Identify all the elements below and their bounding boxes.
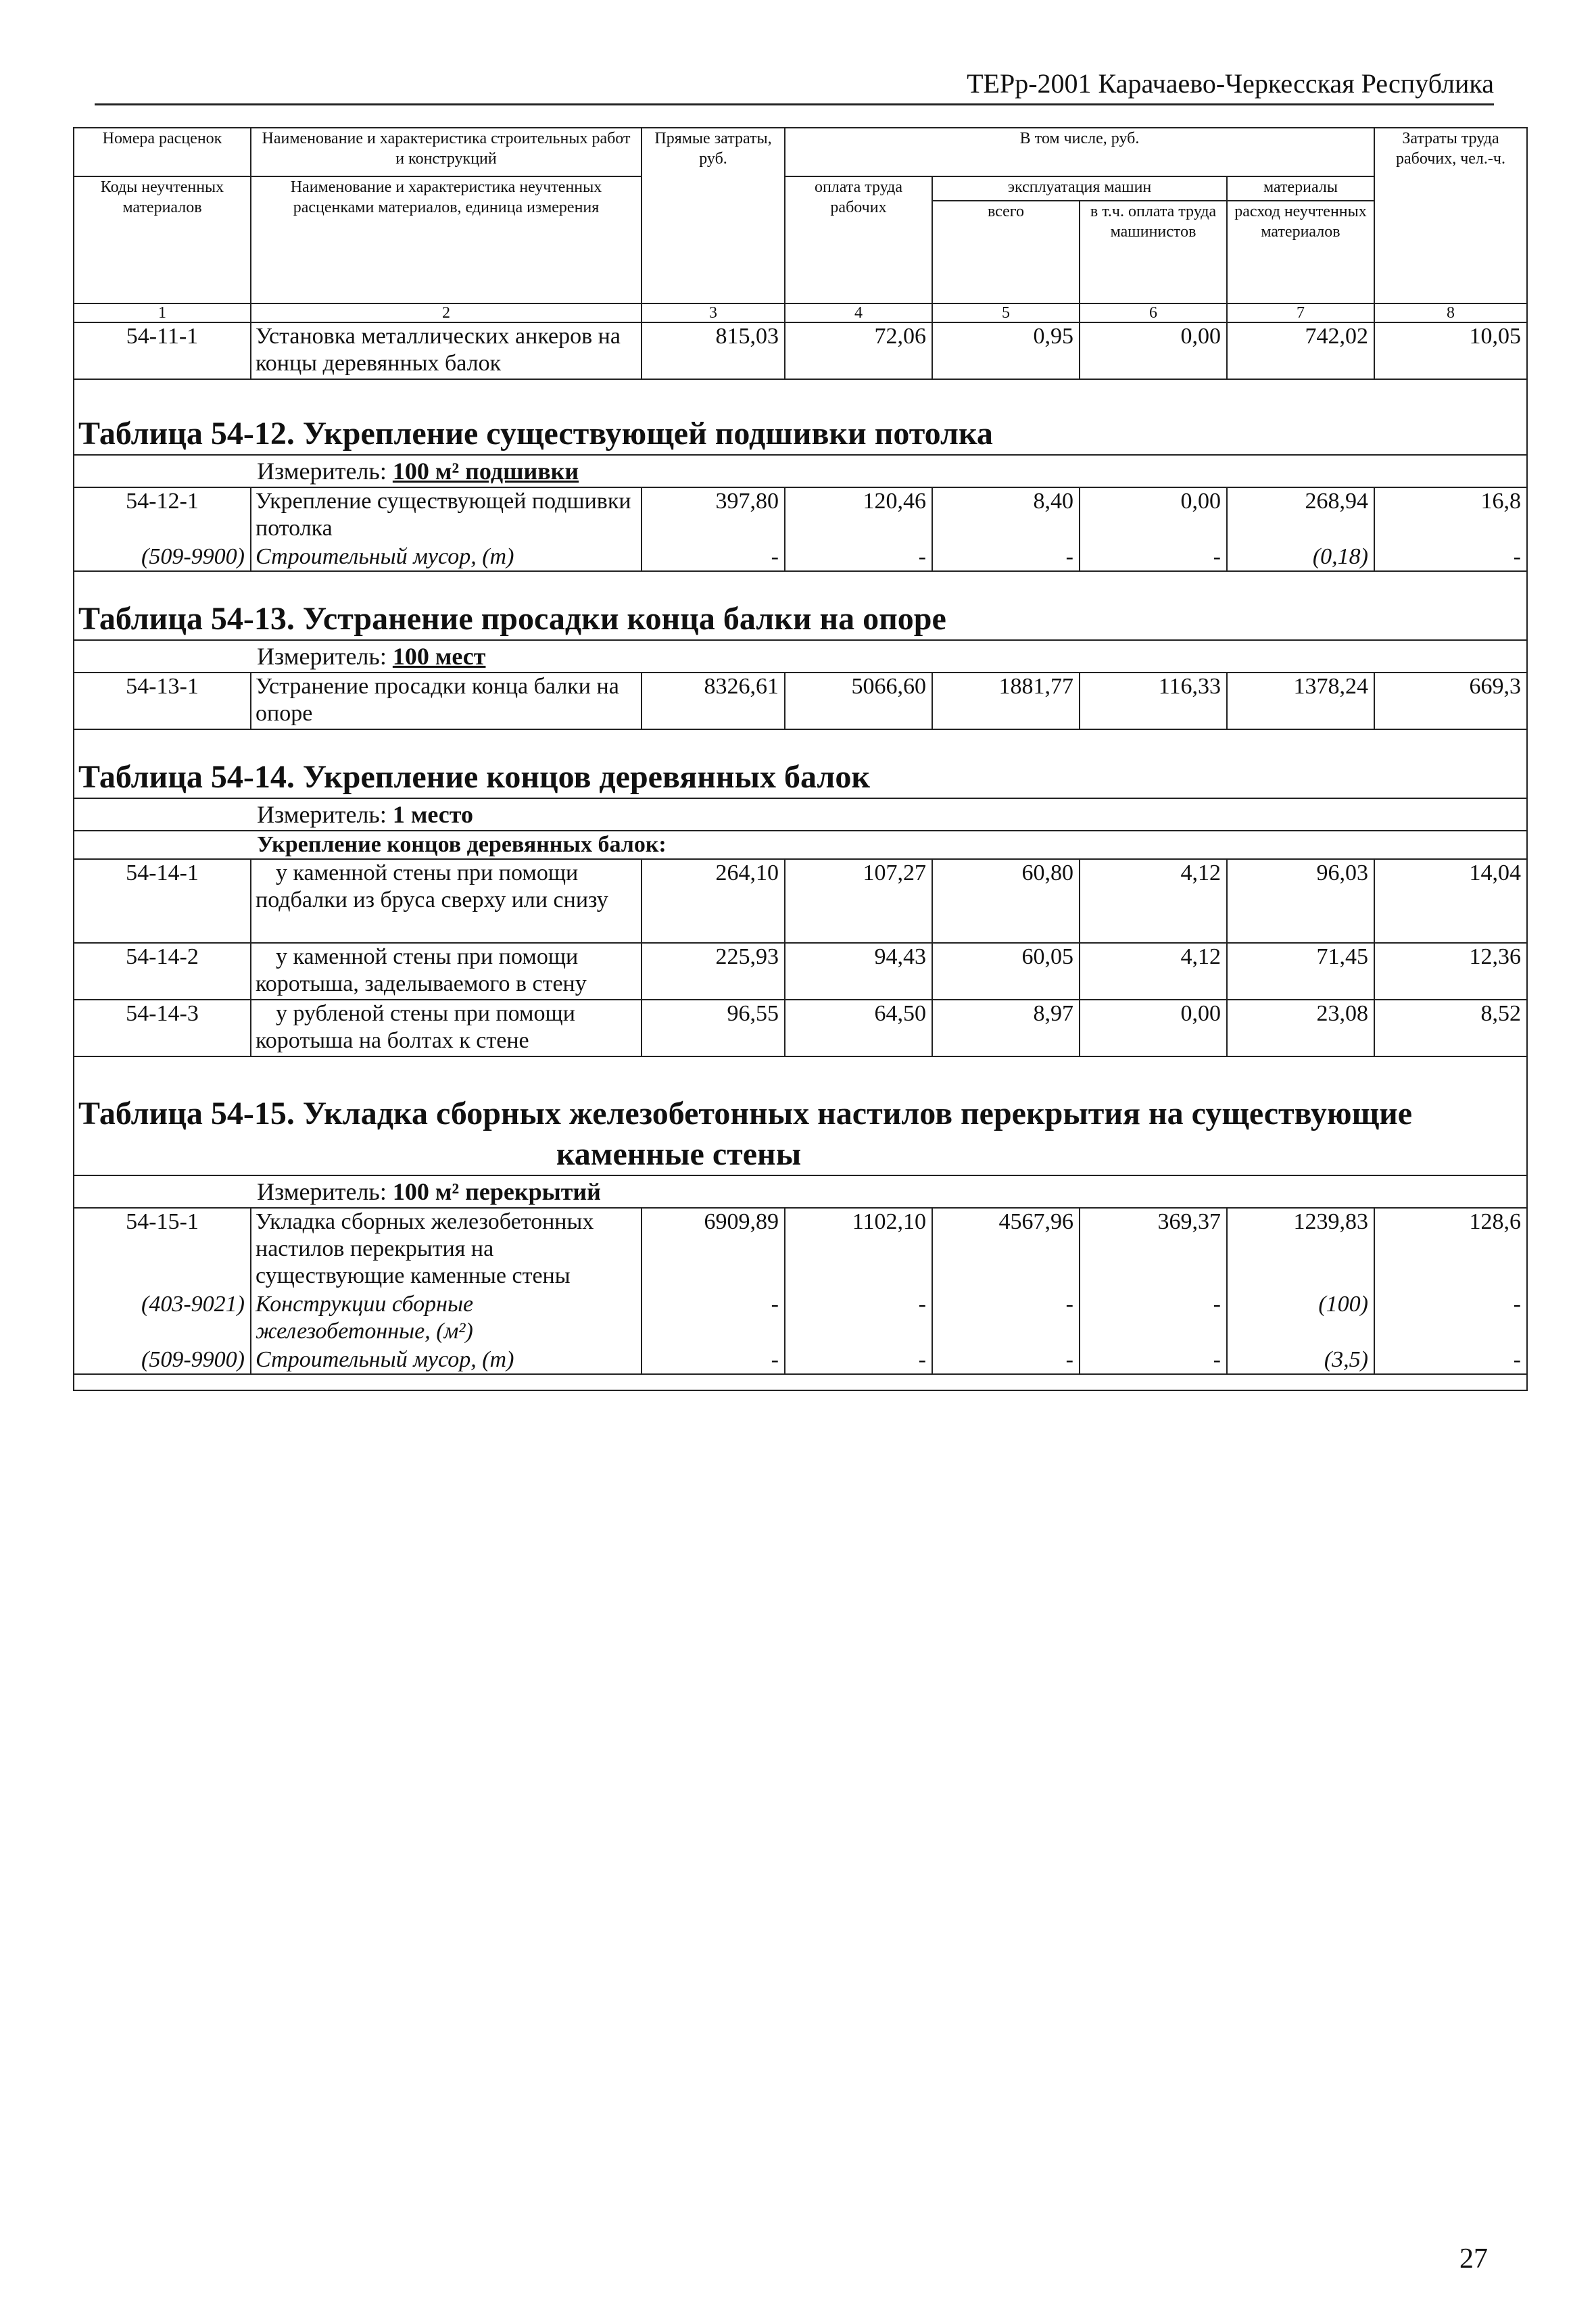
section-title: Таблица 54-14. Укрепление концов деревянных балок <box>74 729 1527 798</box>
row-name: у каменной стены при помощи подбалки из бруса сверху или снизу <box>251 859 642 943</box>
header-row-2 <box>74 176 1527 201</box>
col-nomera-header: Номера расценок <box>74 128 251 176</box>
meter-value: 100 м² перекрытий <box>392 1178 601 1205</box>
row-value: 64,50 <box>785 1000 932 1056</box>
row-value: 5066,60 <box>785 673 932 729</box>
row-value: 96,55 <box>642 1000 785 1056</box>
row-value: - <box>785 543 932 571</box>
row-value: 264,10 <box>642 859 785 943</box>
row-value: 1378,24 <box>1227 673 1374 729</box>
meter-value: 1 место <box>392 801 473 828</box>
col-vtch-header: в т.ч. оплата труда машинистов <box>1080 201 1227 303</box>
row-value: 60,05 <box>932 943 1080 1000</box>
row-name: у каменной стены при помощи коротыша, заделываемого в стену <box>251 943 642 1000</box>
row-value: - <box>1374 1291 1527 1346</box>
section-title-54-14 <box>74 729 1527 798</box>
row-value: 369,37 <box>1080 1208 1227 1291</box>
meter-label: Измеритель: <box>257 1178 387 1205</box>
row-name: Строительный мусор, (т) <box>251 543 642 571</box>
row-value: 669,3 <box>1374 673 1527 729</box>
col-oplata-header: оплата труда рабочих <box>785 176 932 303</box>
table-row <box>74 1000 1527 1056</box>
table-row <box>74 859 1527 943</box>
section-title: Таблица 54-13. Устранение просадки конца балки на опоре <box>74 571 1527 640</box>
row-value: - <box>1374 543 1527 571</box>
col-zatraty-header: Затраты труда рабочих, чел.-ч. <box>1374 128 1527 303</box>
row-value: 268,94 <box>1227 487 1374 543</box>
row-name: Укрепление существующей подшивки потолка <box>251 487 642 543</box>
col-number: 7 <box>1227 303 1374 322</box>
table-row <box>74 543 1527 571</box>
section-title <box>74 1056 1527 1175</box>
section-title-54-15 <box>74 1056 1527 1175</box>
row-value: 1239,83 <box>1227 1208 1374 1291</box>
section-title: Таблица 54-12. Укрепление существующей подшивки потолка <box>74 379 1527 455</box>
row-value: 8,40 <box>932 487 1080 543</box>
row-code: (509-9900) <box>74 543 251 571</box>
row-value: 116,33 <box>1080 673 1227 729</box>
table-row <box>74 943 1527 1000</box>
row-value: 4,12 <box>1080 943 1227 1000</box>
col-number: 1 <box>74 303 251 322</box>
meter-row-54-15 <box>74 1175 1527 1208</box>
col-number: 2 <box>251 303 642 322</box>
meter-text <box>74 1175 1527 1208</box>
row-value: 1102,10 <box>785 1208 932 1291</box>
row-value: 120,46 <box>785 487 932 543</box>
row-value: 815,03 <box>642 322 785 379</box>
row-code: 54-11-1 <box>74 322 251 379</box>
row-name: Установка металлических анкеров на концы деревянных балок <box>251 322 642 379</box>
row-value: 225,93 <box>642 943 785 1000</box>
header-row-1 <box>74 128 1527 176</box>
row-value: 128,6 <box>1374 1208 1527 1291</box>
meter-label: Измеритель: <box>257 458 387 485</box>
row-value: - <box>1374 1346 1527 1374</box>
meter-text <box>74 798 1527 831</box>
table-tail-cell <box>74 1374 1527 1390</box>
table-tail <box>74 1374 1527 1390</box>
column-numbers-row <box>74 303 1527 322</box>
col-number: 4 <box>785 303 932 322</box>
row-value: - <box>932 543 1080 571</box>
col-kody-header: Коды неучтенных материалов <box>74 176 251 303</box>
row-value: 72,06 <box>785 322 932 379</box>
row-code: 54-12-1 <box>74 487 251 543</box>
subhead: Укрепление концов деревянных балок: <box>74 831 1527 859</box>
row-name: у рубленой стены при помощи коротыша на болтах к стене <box>251 1000 642 1056</box>
table-row <box>74 1346 1527 1374</box>
table-row <box>74 322 1527 379</box>
meter-row-54-13 <box>74 640 1527 673</box>
running-header: ТЕРр-2001 Карачаево-Черкесская Республика <box>95 68 1494 105</box>
table-row <box>74 1208 1527 1291</box>
row-value: (0,18) <box>1227 543 1374 571</box>
col-number: 8 <box>1374 303 1527 322</box>
row-value: 6909,89 <box>642 1208 785 1291</box>
meter-label: Измеритель: <box>257 801 387 828</box>
row-value: - <box>642 543 785 571</box>
row-value: 0,00 <box>1080 1000 1227 1056</box>
row-value: 8,52 <box>1374 1000 1527 1056</box>
row-value: 8326,61 <box>642 673 785 729</box>
row-value: - <box>932 1291 1080 1346</box>
section-title-line1: Таблица 54-15. Укладка сборных железобетонных настилов перекрытия на существующие <box>78 1096 1413 1131</box>
row-value: 4567,96 <box>932 1208 1080 1291</box>
row-value: - <box>1080 1346 1227 1374</box>
meter-row-54-14 <box>74 798 1527 831</box>
col-number: 3 <box>642 303 785 322</box>
row-value: - <box>785 1291 932 1346</box>
col-number: 6 <box>1080 303 1227 322</box>
row-code: 54-14-3 <box>74 1000 251 1056</box>
row-value: 23,08 <box>1227 1000 1374 1056</box>
row-code: (509-9900) <box>74 1346 251 1374</box>
page-number: 27 <box>1459 2243 1488 2274</box>
row-code: 54-15-1 <box>74 1208 251 1291</box>
meter-label: Измеритель: <box>257 643 387 670</box>
row-value: - <box>642 1346 785 1374</box>
col-naim2-header: Наименование и характеристика неучтенных расценками материалов, единица измерения <box>251 176 642 303</box>
table-row <box>74 673 1527 729</box>
row-value: 10,05 <box>1374 322 1527 379</box>
col-pryamye-header: Прямые затраты, руб. <box>642 128 785 303</box>
row-value: 397,80 <box>642 487 785 543</box>
row-value: 0,00 <box>1080 322 1227 379</box>
row-value: - <box>785 1346 932 1374</box>
col-vtom-header: В том числе, руб. <box>785 128 1374 176</box>
row-value: 60,80 <box>932 859 1080 943</box>
section-title-54-13 <box>74 571 1527 640</box>
row-value: - <box>932 1346 1080 1374</box>
row-value: - <box>1080 1291 1227 1346</box>
col-rashod-header: расход неучтенных материалов <box>1227 201 1374 303</box>
row-value: 107,27 <box>785 859 932 943</box>
row-value: 16,8 <box>1374 487 1527 543</box>
row-value: 14,04 <box>1374 859 1527 943</box>
subhead-row-54-14 <box>74 831 1527 859</box>
row-value: 742,02 <box>1227 322 1374 379</box>
table-row <box>74 1291 1527 1346</box>
col-naim-header: Наименование и характеристика строительных работ и конструкций <box>251 128 642 176</box>
meter-value: 100 мест <box>392 643 486 670</box>
row-name: Конструкции сборные железобетонные, (м²) <box>251 1291 642 1346</box>
row-code: 54-14-1 <box>74 859 251 943</box>
row-name: Строительный мусор, (т) <box>251 1346 642 1374</box>
row-value: (3,5) <box>1227 1346 1374 1374</box>
row-value: 0,95 <box>932 322 1080 379</box>
row-value: 1881,77 <box>932 673 1080 729</box>
section-title-54-12 <box>74 379 1527 455</box>
col-materialy-header: материалы <box>1227 176 1374 201</box>
col-number: 5 <box>932 303 1080 322</box>
row-name: Укладка сборных железобетонных настилов перекрытия на существующие каменные стены <box>251 1208 642 1291</box>
estimate-table <box>73 127 1528 1391</box>
col-vsego-header: всего <box>932 201 1080 303</box>
meter-text <box>74 640 1527 673</box>
row-code: (403-9021) <box>74 1291 251 1346</box>
row-value: 8,97 <box>932 1000 1080 1056</box>
row-value: 71,45 <box>1227 943 1374 1000</box>
col-ekspl-header: эксплуатация машин <box>932 176 1227 201</box>
table-row <box>74 487 1527 543</box>
row-value: 0,00 <box>1080 487 1227 543</box>
row-value: 4,12 <box>1080 859 1227 943</box>
meter-value: 100 м² подшивки <box>392 458 579 485</box>
row-code: 54-14-2 <box>74 943 251 1000</box>
meter-row-54-12 <box>74 455 1527 487</box>
row-value: 12,36 <box>1374 943 1527 1000</box>
row-value: 96,03 <box>1227 859 1374 943</box>
row-code: 54-13-1 <box>74 673 251 729</box>
estimate-sheet <box>73 127 1526 1391</box>
section-title-line2: каменные стены <box>556 1136 802 1172</box>
row-value: - <box>642 1291 785 1346</box>
row-name: Устранение просадки конца балки на опоре <box>251 673 642 729</box>
meter-text <box>74 455 1527 487</box>
row-value: - <box>1080 543 1227 571</box>
row-value: (100) <box>1227 1291 1374 1346</box>
row-value: 94,43 <box>785 943 932 1000</box>
